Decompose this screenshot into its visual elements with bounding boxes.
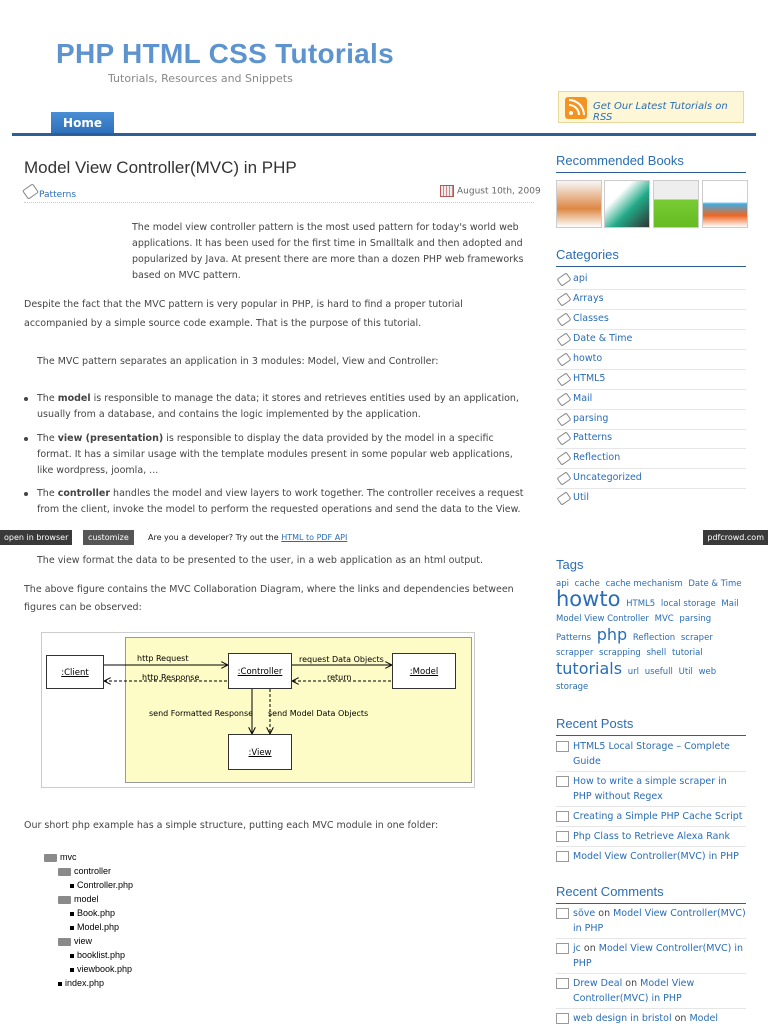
category-item[interactable]: parsing [556, 410, 746, 430]
comment-icon [556, 908, 569, 919]
recent-post-item[interactable]: Php Class to Retrieve Alexa Rank [556, 829, 746, 844]
comment-icon [556, 1013, 569, 1024]
tag-link[interactable]: howto [556, 587, 621, 611]
tag-link[interactable]: Model View Controller [556, 614, 649, 624]
mvc-collaboration-diagram [41, 632, 475, 788]
post-category-link[interactable]: Patterns [39, 190, 77, 200]
tree-folder: mvc [44, 852, 77, 862]
controller-box: :Controller [228, 653, 292, 689]
tree-file: booklist.php [70, 950, 125, 960]
tag-link[interactable]: scraper [680, 633, 713, 643]
tree-file: Book.php [70, 908, 115, 918]
post-paragraph: The MVC pattern separates an application in 3 modules: Model, View and Controller: [37, 356, 439, 367]
tag-link[interactable]: tutorial [671, 648, 703, 658]
post-date [440, 185, 541, 197]
post-title[interactable]: Model View Controller(MVC) in PHP [24, 158, 297, 177]
tag-icon [22, 183, 39, 199]
tag-icon [557, 312, 572, 326]
comment-icon [556, 943, 569, 954]
http-response-label: http Response [142, 673, 200, 682]
pdf-toolbar [0, 530, 768, 545]
tag-link[interactable]: scrapper [556, 648, 594, 658]
client-box: :Client [46, 655, 104, 689]
book-cover[interactable] [556, 180, 602, 228]
tree-folder: model [58, 894, 99, 904]
tag-icon [557, 332, 572, 346]
post-intro: The model view controller pattern is the most used pattern for today's world web applications. It has been used for the first time in Smalltalk and then adopted and popularized by Java. At present there are more than a dozen PHP web frameworks based on MVC pattern. [132, 222, 524, 281]
recent-post-item[interactable]: How to write a simple scraper in PHP without Regex [556, 774, 746, 804]
tag-link[interactable]: url [627, 667, 640, 677]
category-item[interactable]: HTML5 [556, 370, 746, 390]
nav-home-tab[interactable]: Home [51, 112, 114, 134]
model-box: :Model [392, 653, 456, 689]
tag-link[interactable]: cache [574, 579, 600, 589]
tag-link[interactable]: MVC [654, 614, 674, 624]
tag-link[interactable]: Date & Time [688, 579, 742, 589]
rss-subscribe-box[interactable] [558, 91, 744, 123]
file-icon [70, 884, 74, 888]
rss-link[interactable]: Get Our Latest Tutorials on RSS [593, 101, 728, 123]
category-item[interactable]: Patterns [556, 429, 746, 449]
send-formatted-label: send Formatted Response [149, 709, 254, 718]
document-icon [556, 741, 569, 752]
divider [556, 735, 746, 736]
rss-icon [565, 97, 587, 119]
tag-link[interactable]: HTML5 [626, 599, 656, 609]
category-item[interactable]: Date & Time [556, 330, 746, 350]
tag-link[interactable]: cache mechanism [605, 579, 683, 589]
tree-file: Model.php [70, 922, 119, 932]
post-date-text: August 10th, 2009 [457, 186, 541, 197]
categories-heading: Categories [556, 247, 619, 262]
tag-link[interactable]: Util [678, 667, 693, 677]
send-model-data-label: send Model Data Objects [268, 709, 369, 718]
recent-post-item[interactable]: HTML5 Local Storage – Complete Guide [556, 739, 746, 769]
diagram-arrows [42, 633, 474, 787]
divider [556, 266, 746, 267]
site-title[interactable]: PHP HTML CSS Tutorials [56, 38, 394, 69]
tree-file: Controller.php [70, 880, 133, 890]
tag-link[interactable]: shell [646, 648, 667, 658]
tag-link[interactable]: Mail [721, 599, 739, 609]
recent-comment-item[interactable]: Drew Deal on Model View Controller(MVC) in PHP [556, 976, 746, 1006]
site-subtitle: Tutorials, Resources and Snippets [108, 72, 293, 85]
file-icon [70, 968, 74, 972]
book-cover[interactable] [604, 180, 650, 228]
tag-cloud [556, 577, 746, 695]
tag-link[interactable]: usefull [644, 667, 673, 677]
tag-link[interactable]: Patterns [556, 633, 592, 643]
tag-link[interactable]: api [556, 579, 569, 589]
customize-button[interactable]: customize [83, 530, 134, 545]
open-in-browser-button[interactable]: open in browser [0, 530, 72, 545]
html-to-pdf-link[interactable]: HTML to PDF API [281, 533, 348, 542]
divider [556, 903, 746, 904]
category-item[interactable]: Uncategorized [556, 469, 746, 489]
return-label: return [327, 673, 352, 682]
list-item: The view (presentation) is responsible to display the data provided by the model in a specific format. It has a similar usage with the template modules present in some popular web applications, like wordpress, joomla, ... [24, 431, 524, 479]
tag-icon [557, 431, 572, 445]
list-item: The controller handles the model and view layers to work together. The controller receives a request from the client, invoke the model to perform the requested operations and send the data to the View. [24, 486, 524, 526]
pdfcrowd-logo[interactable]: pdfcrowd.com [703, 530, 768, 545]
book-cover[interactable] [702, 180, 748, 228]
category-item[interactable]: howto [556, 350, 746, 370]
category-item[interactable]: Arrays [556, 290, 746, 310]
request-data-label: request Data Objects [299, 655, 384, 664]
tag-link[interactable]: storage [556, 682, 589, 692]
divider [556, 172, 746, 173]
comment-icon [556, 978, 569, 989]
divider [24, 202, 534, 204]
recent-comment-item[interactable]: web design in bristol on Model [556, 1011, 746, 1026]
recent-post-item[interactable]: Creating a Simple PHP Cache Script [556, 809, 746, 824]
developer-promo: Are you a developer? Try out the HTML to PDF API [148, 533, 348, 542]
post-paragraph: The view format the data to be presented to the user, in a web application as an html output. [37, 555, 483, 566]
tag-link[interactable]: tutorials [556, 659, 623, 678]
tree-folder: view [58, 936, 92, 946]
tree-file: viewbook.php [70, 964, 132, 974]
post-paragraph: The above figure contains the MVC Collaboration Diagram, where the links and dependencies between figures can be observed: [24, 584, 514, 613]
tag-icon [557, 292, 572, 306]
tag-icon [557, 451, 572, 465]
recent-comments-heading: Recent Comments [556, 884, 664, 899]
file-icon [70, 926, 74, 930]
document-icon [556, 831, 569, 842]
calendar-icon [440, 185, 454, 197]
tag-icon [557, 412, 572, 426]
tag-icon [557, 352, 572, 366]
file-icon [70, 912, 74, 916]
document-icon [556, 851, 569, 862]
post-category[interactable] [24, 186, 76, 200]
folder-icon [58, 938, 71, 946]
recommended-books-heading: Recommended Books [556, 153, 684, 168]
tag-link[interactable]: web [698, 667, 717, 677]
folder-icon [58, 868, 71, 876]
tag-icon [557, 491, 572, 505]
http-request-label: http Request [137, 654, 189, 663]
book-cover[interactable] [653, 180, 699, 228]
tag-link[interactable]: parsing [679, 614, 712, 624]
tree-folder: controller [58, 866, 111, 876]
tag-link[interactable]: php [596, 625, 628, 644]
category-item[interactable]: Classes [556, 310, 746, 330]
post-paragraph: Our short php example has a simple structure, putting each MVC module in one folder: [24, 820, 439, 831]
recent-comment-item[interactable]: jc on Model View Controller(MVC) in PHP [556, 941, 746, 971]
file-icon [58, 982, 62, 986]
recent-post-item[interactable]: Model View Controller(MVC) in PHP [556, 849, 746, 864]
category-item[interactable]: Reflection [556, 449, 746, 469]
folder-icon [44, 854, 57, 862]
file-icon [70, 954, 74, 958]
recent-posts-heading: Recent Posts [556, 716, 634, 731]
tag-icon [557, 392, 572, 406]
tag-link[interactable]: local storage [660, 599, 716, 609]
nav-bar [12, 133, 756, 136]
category-item[interactable]: Util [556, 489, 746, 508]
tags-heading: Tags [556, 557, 584, 572]
category-item[interactable]: api [556, 270, 746, 290]
category-item[interactable]: Mail [556, 390, 746, 410]
document-icon [556, 811, 569, 822]
document-icon [556, 776, 569, 787]
tag-link[interactable]: scrapping [599, 648, 641, 658]
recent-comment-item[interactable]: söve on Model View Controller(MVC) in PHP [556, 906, 746, 936]
tag-icon [557, 272, 572, 286]
tag-icon [557, 372, 572, 386]
folder-icon [58, 896, 71, 904]
tree-file: index.php [58, 978, 104, 988]
tag-icon [557, 471, 572, 485]
post-paragraph: Despite the fact that the MVC pattern is very popular in PHP, is hard to find a proper tutorial accompanied by a simple source code example. That is the purpose of this tutorial. [24, 299, 463, 329]
view-box: :View [228, 734, 292, 770]
list-item: The model is responsible to manage the data; it stores and retrieves entities used by an application, usually from a database, and contains the logic implemented by the application. [24, 391, 524, 423]
tag-link[interactable]: Reflection [632, 633, 676, 643]
